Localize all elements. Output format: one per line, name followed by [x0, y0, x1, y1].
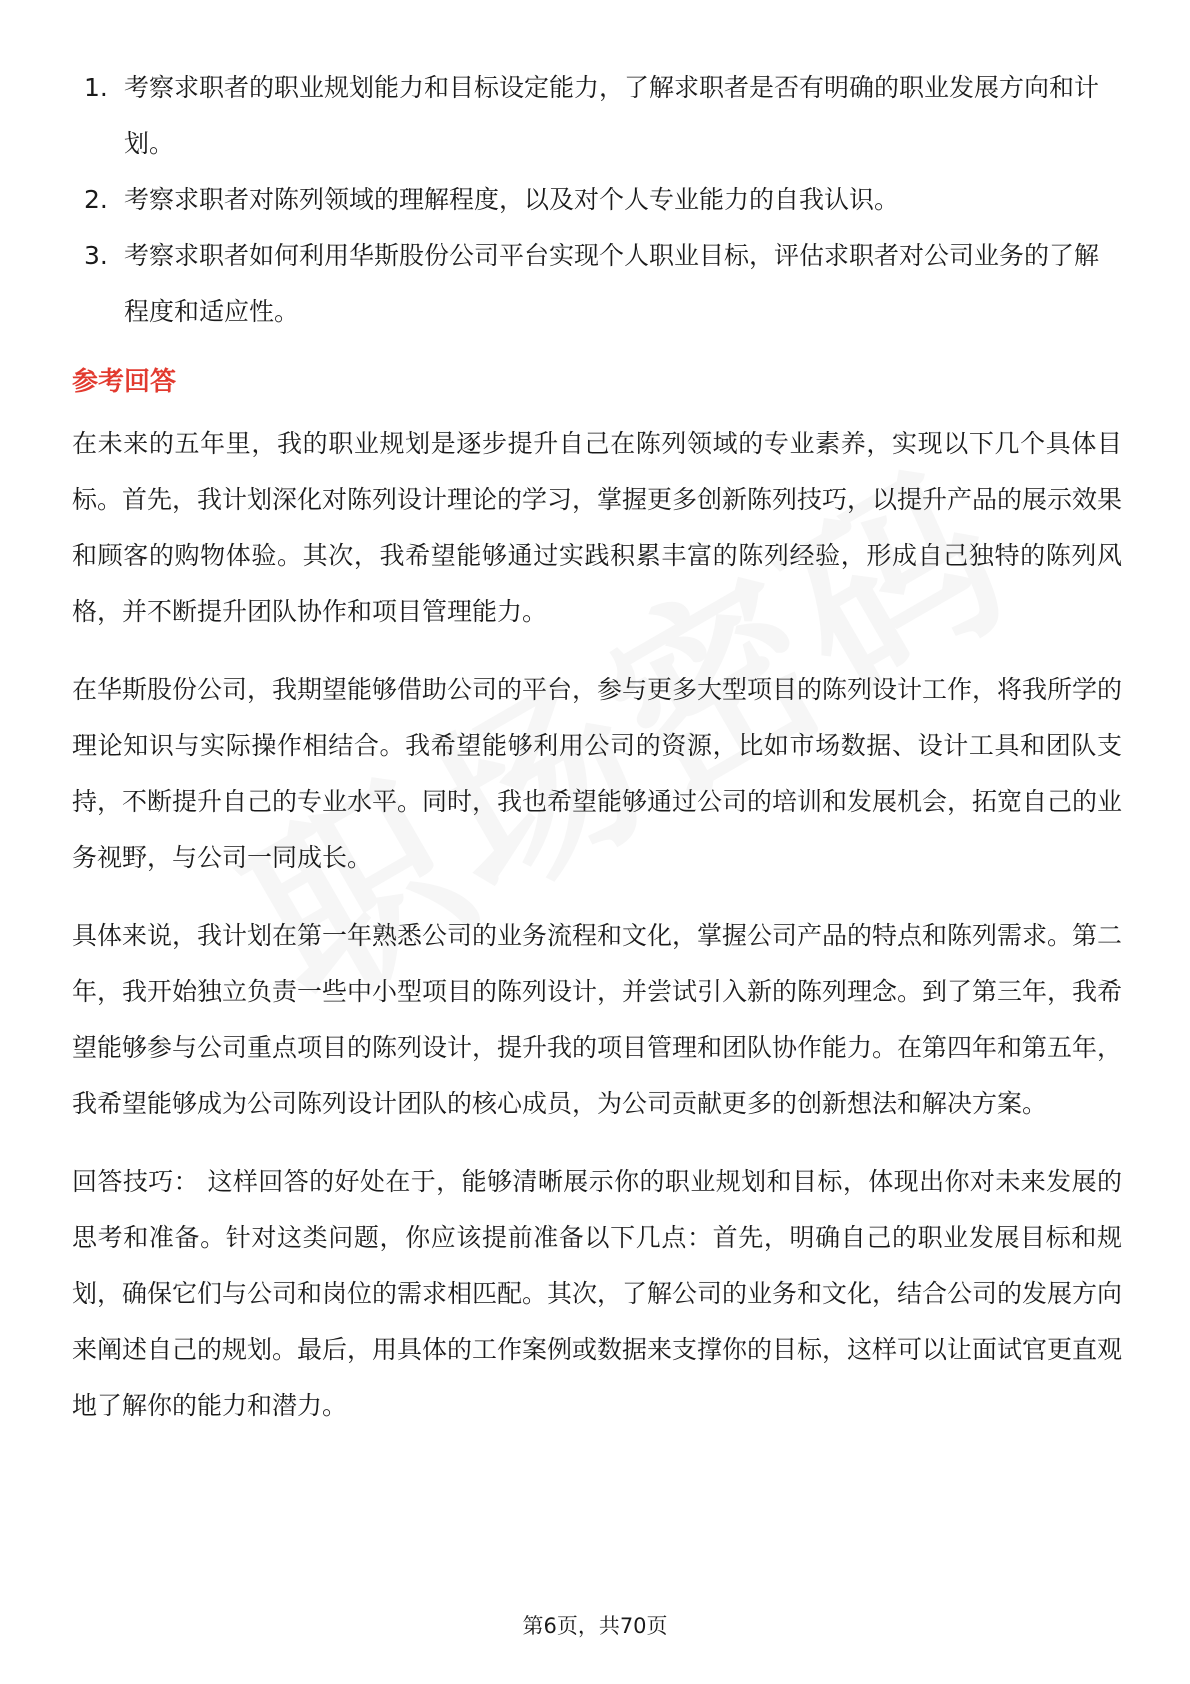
page-content — [72, 60, 1122, 1456]
section-title: 参考回答 — [72, 367, 177, 397]
list-item-number: 1. — [84, 73, 108, 102]
list-item-number: 3. — [84, 241, 108, 270]
list-item-text: 考察求职者如何利用华斯股份公司平台实现个人职业目标，评估求职者对公司业务的了解程度和适应性。 — [124, 241, 1100, 326]
list-item-number: 2. — [84, 185, 108, 214]
page-number: 第6页，共70页 — [522, 1614, 668, 1638]
answer-paragraph: 在华斯股份公司，我期望能够借助公司的平台，参与更多大型项目的陈列设计工作，将我所学的理论知识与实际操作相结合。我希望能够利用公司的资源，比如市场数据、设计工具和团队支持，不断提升自己的专业水平。同时，我也希望能够通过公司的培训和发展机会，拓宽自己的业务视野，与公司一同成长。 — [72, 675, 1123, 872]
tips-paragraph: 回答技巧： 这样回答的好处在于，能够清晰展示你的职业规划和目标，体现出你对未来发展的思考和准备。针对这类问题，你应该提前准备以下几点：首先，明确自己的职业发展目标和规划，确保它们与公司和岗位的需求相匹配。其次，了解公司的业务和文化，结合公司的发展方向来阐述自己的规划。最后，用具体的工作案例或数据来支撑你的目标，这样可以让面试官更直观地了解你的能力和潜力。 — [72, 1167, 1123, 1420]
list-item — [72, 60, 1122, 172]
list-item — [72, 228, 1122, 340]
question-list — [72, 60, 1122, 340]
answer-paragraph: 在未来的五年里，我的职业规划是逐步提升自己在陈列领域的专业素养，实现以下几个具体目标。首先，我计划深化对陈列设计理论的学习，掌握更多创新陈列技巧，以提升产品的展示效果和顾客的购物体验。其次，我希望能够通过实践积累丰富的陈列经验，形成自己独特的陈列风格，并不断提升团队协作和项目管理能力。 — [72, 429, 1123, 626]
list-item — [72, 172, 1122, 228]
list-item-text: 考察求职者的职业规划能力和目标设定能力，了解求职者是否有明确的职业发展方向和计划。 — [124, 73, 1100, 158]
list-item-text: 考察求职者对陈列领域的理解程度，以及对个人专业能力的自我认识。 — [124, 185, 900, 214]
answer-paragraph: 具体来说，我计划在第一年熟悉公司的业务流程和文化，掌握公司产品的特点和陈列需求。第二年，我开始独立负责一些中小型项目的陈列设计，并尝试引入新的陈列理念。到了第三年，我希望能够参与公司重点项目的陈列设计，提升我的项目管理和团队协作能力。在第四年和第五年，我希望能够成为公司陈列设计团队的核心成员，为公司贡献更多的创新想法和解决方案。 — [72, 921, 1123, 1118]
